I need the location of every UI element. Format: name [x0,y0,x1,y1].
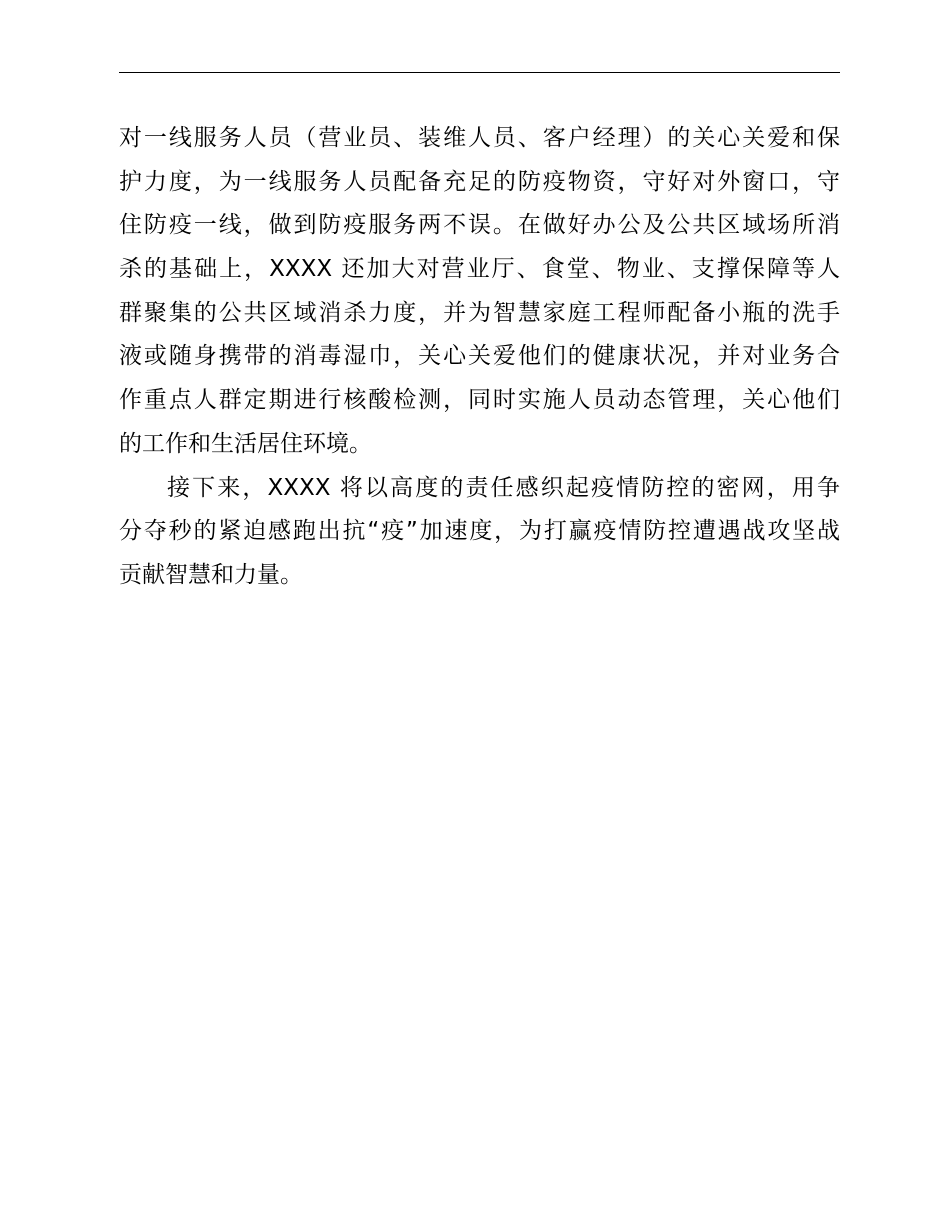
header-rule [119,72,840,73]
text-line: 群聚集的公共区域消杀力度，并为智慧家庭工程师配备小瓶的洗手 [119,299,840,326]
text-line: 贡献智慧和力量。 [119,561,303,588]
text-line: 住防疫一线，做到防疫服务两不误。在做好办公及公共区域场所消 [119,212,840,239]
text-line: 的工作和生活居住环境。 [119,430,372,457]
body-text [119,117,840,598]
paragraph-2 [119,467,840,598]
text-line: 杀的基础上，XXXX 还加大对营业厅、食堂、物业、支撑保障等人 [119,256,840,283]
text-line: 接下来，XXXX 将以高度的责任感织起疫情防控的密网，用争 [167,474,840,501]
paragraph-1 [119,117,840,467]
text-line: 液或随身携带的消毒湿巾，关心关爱他们的健康状况，并对业务合 [119,343,840,370]
text-line: 作重点人群定期进行核酸检测，同时实施人员动态管理，关心他们 [119,387,840,414]
text-line: 护力度，为一线服务人员配备充足的防疫物资，守好对外窗口，守 [119,168,840,195]
text-line: 分夺秒的紧迫感跑出抗“疫”加速度，为打赢疫情防控遭遇战攻坚战 [119,518,840,545]
text-line: 对一线服务人员（营业员、装维人员、客户经理）的关心关爱和保 [119,125,840,151]
